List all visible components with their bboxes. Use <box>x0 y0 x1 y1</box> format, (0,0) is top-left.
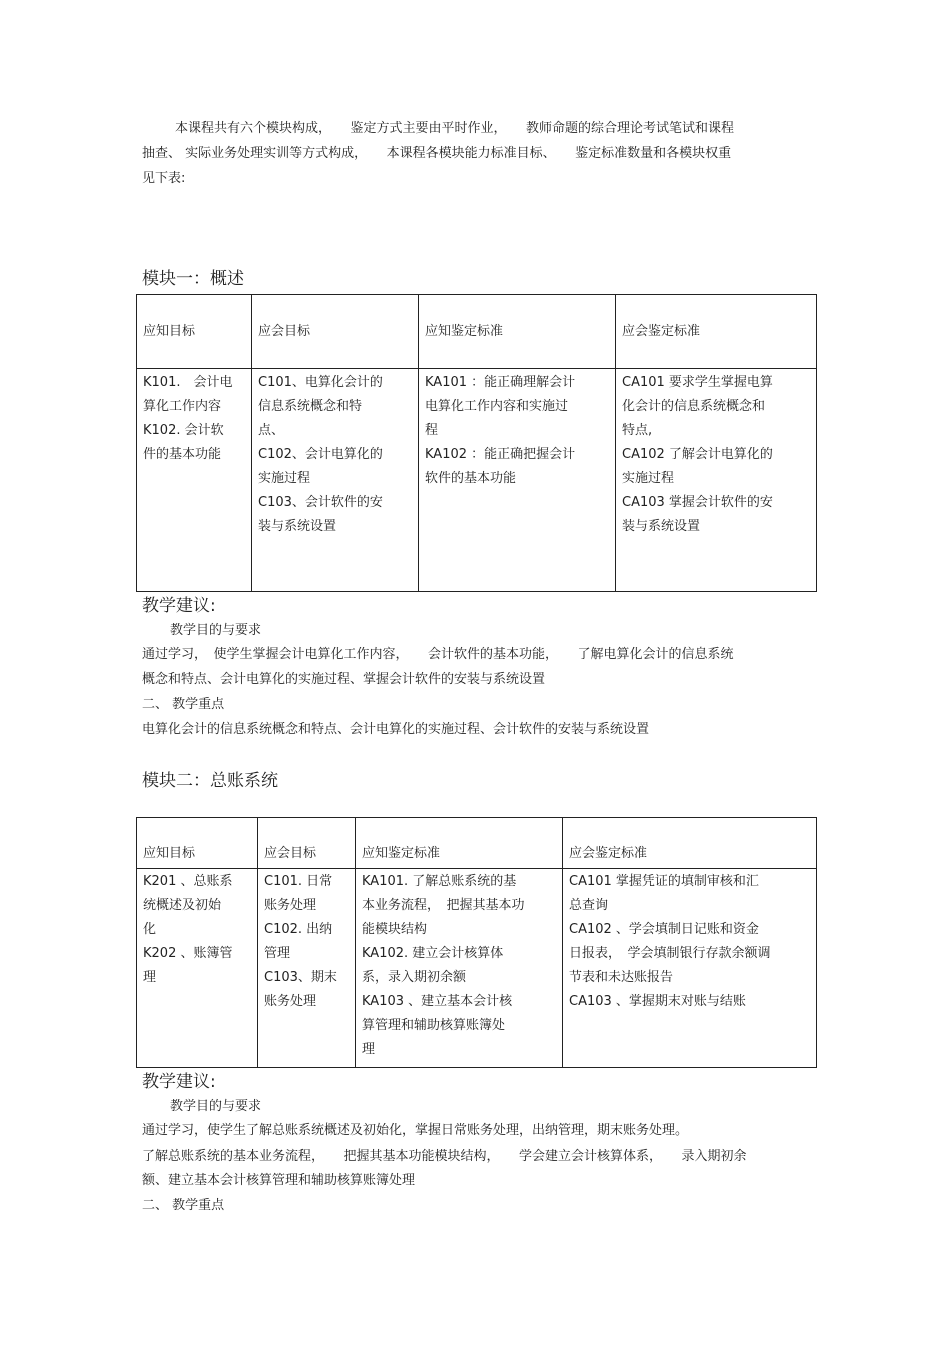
cell-line: 实施过程 <box>622 471 675 486</box>
module2-table <box>136 817 817 1068</box>
cell-line: 件的基本功能 <box>143 447 222 462</box>
cell-line: 信息系统概念和特 <box>258 399 363 414</box>
module1-table <box>136 294 817 592</box>
cell-line: 账务处理 <box>264 898 317 913</box>
cell-line: 系，录入期初余额 <box>362 970 467 985</box>
module2-advice-p2a: 了解总账系统的基本业务流程， 把握其基本功能模块结构， 学会建立会计核算体系， 录入期初余 <box>142 1149 747 1164</box>
module1-title: 模块一：概述 <box>142 269 244 289</box>
cell-line: CA102 了解会计电算化的 <box>622 447 773 462</box>
module2-body-row <box>137 869 817 1068</box>
cell-line: 算化工作内容 <box>143 399 222 414</box>
cell-line: C101. 日常 <box>264 874 333 889</box>
header-cell: 应知鉴定标准 <box>356 818 563 869</box>
cell-line: C103、会计软件的安 <box>258 495 383 510</box>
cell-line: 能模块结构 <box>362 922 428 937</box>
cell-line: CA103 、掌握期末对账与结账 <box>569 994 746 1009</box>
cell-line: 化会计的信息系统概念和 <box>622 399 766 414</box>
intro-line-3: 见下表: <box>142 171 186 186</box>
module2-advice-sub2: 二、 教学重点 <box>142 1198 225 1213</box>
cell-line: CA102 、学会填制日记账和资金 <box>569 922 759 937</box>
module2-col-skill-goals <box>258 869 356 1068</box>
module2-col-known-standards <box>356 869 563 1068</box>
cell-line: K101. 会计电 <box>143 375 233 390</box>
cell-line: 装与系统设置 <box>622 519 701 534</box>
cell-line: 软件的基本功能 <box>425 471 517 486</box>
cell-line: C102. 出纳 <box>264 922 333 937</box>
cell-line: KA102. 建立会计核算体 <box>362 946 504 961</box>
cell-line: 管理 <box>264 946 291 961</box>
cell-line: 特点, <box>622 423 653 438</box>
module2-col-skill-standards <box>563 869 817 1068</box>
module1-advice-p1b: 概念和特点、会计电算化的实施过程、掌握会计软件的安装与系统设置 <box>142 672 546 687</box>
module1-col-skill-standards <box>616 369 817 592</box>
cell-line: 化 <box>143 922 157 937</box>
cell-line: 总查询 <box>569 898 609 913</box>
cell-line: 装与系统设置 <box>258 519 337 534</box>
header-cell: 应知目标 <box>137 295 252 369</box>
module2-advice-p1: 通过学习，使学生了解总账系统概述及初始化，掌握日常账务处理，出纳管理，期末账务处理。 <box>142 1123 689 1138</box>
cell-line: KA102 ：能正确把握会计 <box>425 447 576 462</box>
module1-col-known-standards <box>419 369 616 592</box>
module1-advice-p1a: 通过学习， 使学生掌握会计电算化工作内容， 会计软件的基本功能， 了解电算化会计的信息系统 <box>142 647 734 662</box>
header-cell: 应会鉴定标准 <box>616 295 817 369</box>
cell-line: CA101 要求学生掌握电算 <box>622 375 773 390</box>
module2-advice-p2b: 额、建立基本会计核算管理和辅助核算账簿处理 <box>142 1173 416 1188</box>
module2-title: 模块二：总账系统 <box>142 771 278 791</box>
cell-line: 统概述及初始 <box>143 898 222 913</box>
cell-line: 电算化工作内容和实施过 <box>425 399 569 414</box>
cell-line: KA101. 了解总账系统的基 <box>362 874 517 889</box>
cell-line: 理 <box>143 970 157 985</box>
module2-col-known-goals <box>137 869 258 1068</box>
module1-header-row <box>137 295 817 369</box>
cell-line: 本业务流程， 把握其基本功 <box>362 898 525 913</box>
module1-advice-sub1: 教学目的与要求 <box>170 623 262 638</box>
module2-header-row <box>137 818 817 869</box>
intro-line-2: 抽查、 实际业务处理实训等方式构成， 本课程各模块能力标准目标、 鉴定标准数量和各模块权重 <box>142 146 732 161</box>
module1-advice-sub2: 二、 教学重点 <box>142 697 225 712</box>
module2-advice-title: 教学建议: <box>142 1072 216 1092</box>
cell-line: K202 、账簿管 <box>143 946 233 961</box>
header-cell: 应知目标 <box>137 818 258 869</box>
cell-line: K102. 会计软 <box>143 423 224 438</box>
cell-line: 实施过程 <box>258 471 311 486</box>
cell-line: 理 <box>362 1042 376 1057</box>
cell-line: CA101 掌握凭证的填制审核和汇 <box>569 874 759 889</box>
cell-line: 节表和未达账报告 <box>569 970 674 985</box>
module1-col-known-goals <box>137 369 252 592</box>
module1-body-row <box>137 369 817 592</box>
cell-line: 账务处理 <box>264 994 317 1009</box>
cell-line: 日报表， 学会填制银行存款余额调 <box>569 946 771 961</box>
intro-line-1: 本课程共有六个模块构成， 鉴定方式主要由平时作业， 教师命题的综合理论考试笔试和课程 <box>175 121 735 136</box>
module2-advice-sub1: 教学目的与要求 <box>170 1099 262 1114</box>
cell-line: 算管理和辅助核算账簿处 <box>362 1018 506 1033</box>
header-cell: 应会鉴定标准 <box>563 818 817 869</box>
cell-line: C102、会计电算化的 <box>258 447 383 462</box>
module1-advice-title: 教学建议: <box>142 596 216 616</box>
header-cell: 应会目标 <box>258 818 356 869</box>
header-cell: 应知鉴定标准 <box>419 295 616 369</box>
cell-line: 点、 <box>258 423 285 438</box>
module1-advice-p2: 电算化会计的信息系统概念和特点、会计电算化的实施过程、会计软件的安装与系统设置 <box>142 722 650 737</box>
cell-line: 程 <box>425 423 439 438</box>
cell-line: KA101 ：能正确理解会计 <box>425 375 576 390</box>
cell-line: KA103 、建立基本会计核 <box>362 994 513 1009</box>
module1-col-skill-goals <box>252 369 419 592</box>
cell-line: CA103 掌握会计软件的安 <box>622 495 773 510</box>
header-cell: 应会目标 <box>252 295 419 369</box>
cell-line: C103、期末 <box>264 970 337 985</box>
cell-line: K201 、总账系 <box>143 874 233 889</box>
cell-line: C101、电算化会计的 <box>258 375 383 390</box>
